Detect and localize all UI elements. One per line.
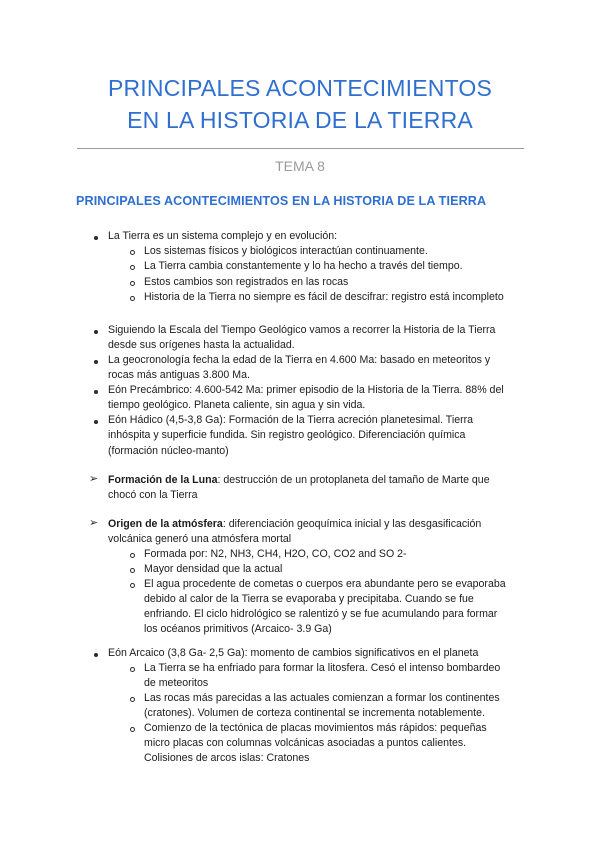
sub-list-item: Historia de la Tierra no siempre es fácil de descifrar: registro está incompleto [144,291,504,303]
sub-list-item: Formada por: N2, NH3, CH4, H2O, CO, CO2 and SO 2- [144,548,407,560]
arrow-bullet-icon: ➢ [89,517,99,529]
sub-list-item-line: El agua procedente de cometas o cuerpos era abundante pero se evaporaba [144,578,506,590]
sub-list-item-line: los océanos primitivos (Arcaico- 3.9 Ga) [144,623,332,635]
sub-list-item: Estos cambios son registrados en las rocas [144,276,349,288]
list-item-line: chocó con la Tierra [108,489,198,501]
list-item-line: volcánica generó una atmósfera mortal [108,533,292,545]
title-line-2: EN LA HISTORIA DE LA TIERRA [127,107,473,133]
list-item-text: : diferenciación geoquímica inicial y las desgasificación [222,518,482,530]
sub-bullet-circle [130,583,135,588]
list-item-line: desde sus orígenes hasta la actualidad. [108,339,295,351]
document-subtitle: TEMA 8 [275,158,325,174]
list-item-line: inhóspita y superficie fundida. Sin registro geológico. Diferenciación química [108,429,466,441]
list-item-bold: Formación de la Luna [108,474,218,486]
sub-list-item-line: Las rocas más parecidas a las actuales comienzan a formar los continentes [144,692,500,704]
list-item: Eón Arcaico (3,8 Ga- 2,5 Ga): momento de cambios significativos en el planeta [108,647,479,659]
sub-bullet-circle [130,265,135,270]
list-item-line: Eón Precámbrico: 4.600-542 Ma: primer episodio de la Historia de la Tierra. 88% del [108,384,504,396]
bullet-dot [94,420,98,424]
sub-list-item: Mayor densidad que la actual [144,563,283,575]
bullet-dot [94,236,98,240]
sub-bullet-circle [130,250,135,255]
sub-list-item-line: enfriando. El ciclo hidrológico se ralentizó y se fue acumulando para formar [144,608,498,620]
sub-bullet-circle [130,697,135,702]
bullet-dot [94,390,98,394]
list-item: La Tierra es un sistema complejo y en evolución: [108,230,338,242]
sub-list-item-line: micro placas con columnas volcánicas asociadas a puntos calientes. [144,737,467,749]
sub-list-item-line: debido al calor de la Tierra se evaporaba y precipitaba. Cuando se fue [144,593,474,605]
list-item-line: Eón Hádico (4,5-3,8 Ga): Formación de la Tierra acreción planetesimal. Tierra [108,414,474,426]
sub-list-item-line: de meteoritos [144,677,209,689]
sub-bullet-circle [130,568,135,573]
bullet-dot [94,653,98,657]
sub-list-item: La Tierra cambia constantemente y lo ha hecho a través del tiempo. [144,260,463,272]
list-item-line: La geocronología fecha la edad de la Tierra en 4.600 Ma: basado en meteoritos y [108,354,491,366]
bullet-dot [94,360,98,364]
list-item-line: rocas más antiguas 3.800 Ma. [108,369,250,381]
list-item-line: Siguiendo la Escala del Tiempo Geológico vamos a recorrer la Historia de la Tierra [108,324,496,336]
sub-list-item-line: (cratones). Volumen de corteza continental se incrementa notablemente. [144,707,485,719]
title-line-1: PRINCIPALES ACONTECIMIENTOS [107,75,493,101]
sub-bullet-circle [130,667,135,672]
list-item-line: (formación núcleo-manto) [108,445,229,457]
list-item-line: tiempo geológico. Planeta caliente, sin agua y sin vida. [108,399,366,411]
list-item-text: : destrucción de un protoplaneta del tamaño de Marte que [217,474,490,486]
sub-bullet-circle [130,296,135,301]
sub-bullet-circle [130,553,135,558]
sub-list-item-line: Comienzo de la tectónica de placas movimientos más rápidos: pequeñas [144,722,487,734]
section-heading: PRINCIPALES ACONTECIMIENTOS EN LA HISTORIA DE LA TIERRA [76,194,487,208]
arrow-bullet-icon: ➢ [89,473,99,485]
bullet-dot [94,330,98,334]
title-divider [77,148,524,149]
sub-bullet-circle [130,281,135,286]
list-item-line [108,473,490,488]
list-item-bold: Origen de la atmósfera [108,518,223,530]
sub-list-item: Los sistemas físicos y biológicos interactúan continuamente. [144,245,428,257]
sub-list-item-line: Colisiones de arcos islas: Cratones [144,752,310,764]
sub-bullet-circle [130,727,135,732]
list-item-line [108,517,481,532]
document-title [40,72,560,136]
sub-list-item-line: La Tierra se ha enfriado para formar la litosfera. Cesó el intenso bombardeo [144,662,501,674]
